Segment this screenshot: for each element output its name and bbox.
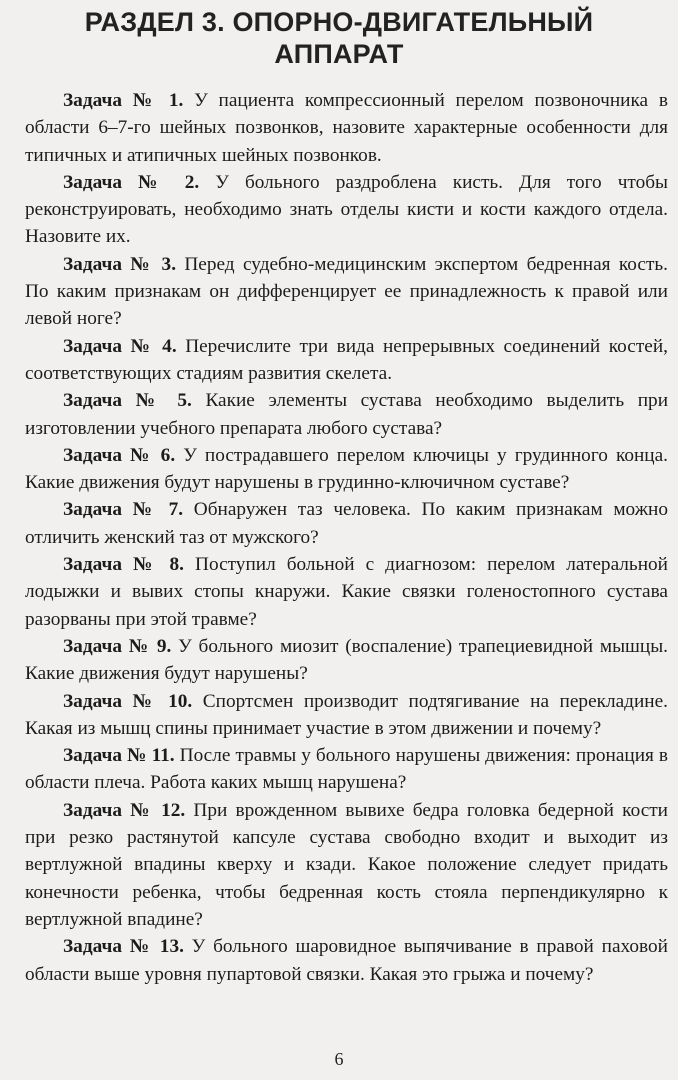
task-label: Задача № 3. [63,253,177,275]
task-text: Перечислите три вида непрерывных соединений костей, соответствующих стадиям развития скелета. [25,335,668,384]
task-label: Задача № 11. [63,745,175,767]
section-heading [0,6,678,70]
task-list [25,87,668,988]
task-item [25,742,668,797]
task-label: Задача № 6. [63,444,176,466]
task-text: При врожденном вывихе бедра головка бедерной кости при резко растянутой капсуле сустава свободно входит и выходит из вертлужной впадины кверху и кзади. Какое положение следует придать конечности ребенка, чтобы бедренная кость стояла перпендикулярно к вертлужной впадине? [25,799,668,930]
task-label: Задача № 2. [63,171,200,193]
task-item [25,442,668,497]
task-item [25,496,668,551]
task-text: У больного шаровидное выпячивание в правой паховой области выше уровня пупартовой связки. Какая это грыжа и почему? [25,936,668,985]
task-label: Задача № 1. [63,90,184,111]
task-item [25,87,668,169]
task-text: Обнаружен таз человека. По каким признакам можно отличить женский таз от мужского? [25,499,668,548]
task-text: После травмы у больного нарушены движения: пронация в области плеча. Работа каких мышц нарушена? [25,745,669,794]
task-label: Задача № 7. [63,499,184,521]
task-item [25,387,668,442]
task-label: Задача № 13. [63,936,184,958]
task-item [25,551,668,633]
task-item [25,633,668,688]
task-text: Спортсмен производит подтягивание на перекладине. Какая из мышц спины принимает участие в этом движении и почему? [25,690,668,739]
task-label: Задача № 10. [63,690,193,712]
section-title-line-2: АППАРАТ [274,39,404,69]
task-text: У больного раздроблена кисть. Для того чтобы реконструировать, необходимо знать отделы кисти и кости каждого отдела. Назовите их. [25,171,668,248]
task-item [25,333,668,388]
task-text: Поступил больной с диагнозом: перелом латеральной лодыжки и вывих стопы кнаружи. Какие связки голеностопного сустава разорваны при этой травме? [25,554,668,630]
task-label: Задача № 8. [63,554,185,576]
task-label: Задача № 12. [63,799,186,821]
task-item [25,251,668,333]
task-text: Какие элементы сустава необходимо выделить при изготовлении учебного препарата любого сустава? [25,390,669,439]
task-item [25,933,668,988]
task-text: У пациента компрессионный перелом позвоночника в области 6–7-го шейных позвонков, назовите характерные особенности для типичных и атипичных шейных позвонков. [25,90,668,166]
task-label: Задача № 4. [63,335,177,357]
section-title-line-1: РАЗДЕЛ 3. ОПОРНО-ДВИГАТЕЛЬНЫЙ [84,7,594,37]
task-text: У пострадавшего перелом ключицы у грудинного конца. Какие движения будут нарушены в грудинно-ключичном суставе? [25,444,668,494]
page-number: 6 [334,1049,344,1069]
task-item [25,169,668,251]
task-item [25,797,668,933]
task-item [25,688,668,743]
task-text: У больного миозит (воспаление) трапециевидной мышцы. Какие движения будут нарушены? [25,635,668,685]
task-label: Задача № 5. [63,390,192,412]
task-label: Задача № 9. [63,635,172,657]
task-text: Перед судебно-медицинским экспертом бедренная кость. По каким признакам он дифференцирует ее принадлежность к правой или левой ноге? [25,253,668,330]
